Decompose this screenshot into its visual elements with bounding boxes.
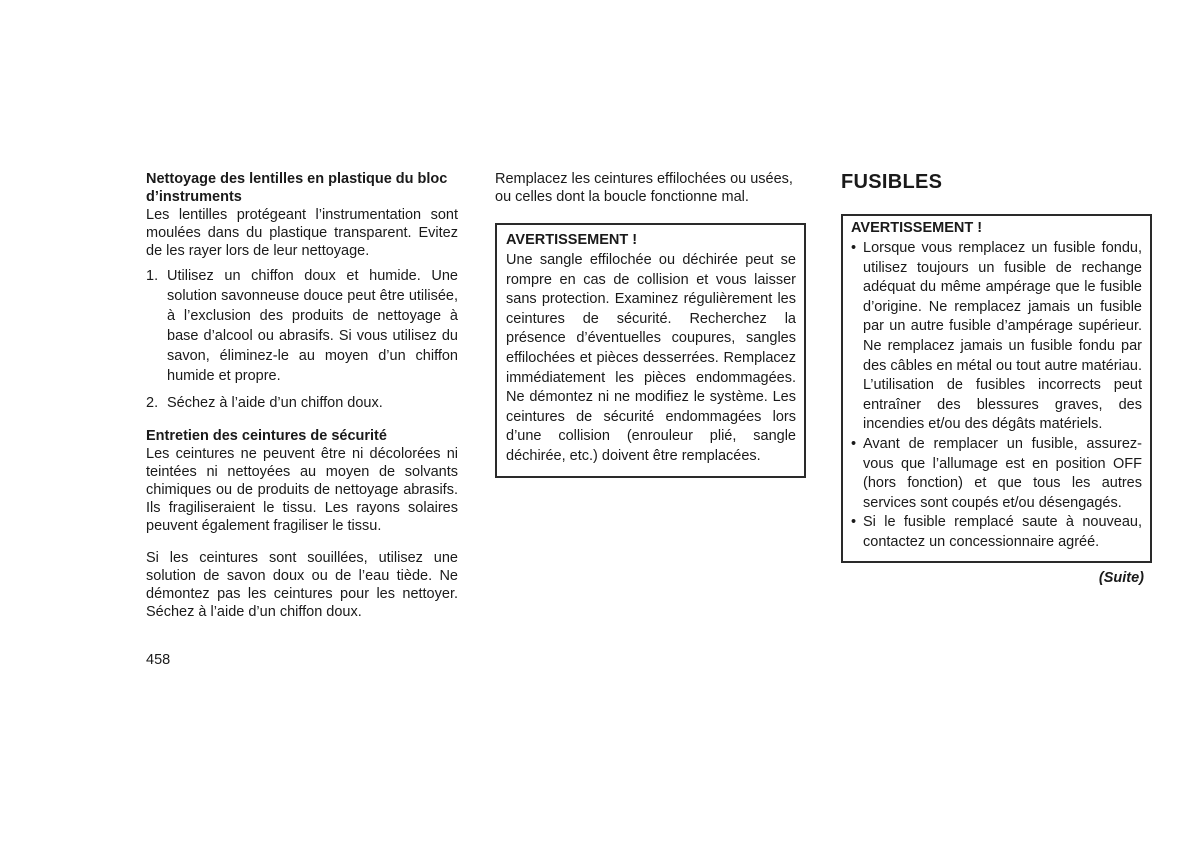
step-text: Séchez à l’aide d’un chiffon doux. <box>167 395 383 411</box>
step-number: 1. <box>146 268 159 284</box>
lens-cleaning-paragraph: Les lentilles protégeant l’instrumentation sont moulées dans du plastique transparent. Evitez de les rayer lors de leur nettoyage. <box>146 207 458 259</box>
bullet-icon: • <box>851 514 857 531</box>
seatbelt-cleaning-paragraph: Si les ceintures sont souillées, utilisez une solution de savon doux ou de l’eau tiède. Ne démontez pas les ceintures pour les nettoyer. Séchez à l’aide d’un chiffon doux. <box>146 550 458 620</box>
list-item <box>851 239 1142 435</box>
list-item <box>851 513 1142 552</box>
step-number: 2. <box>146 395 159 411</box>
continued-label: (Suite) <box>1098 569 1144 586</box>
page-number: 458 <box>146 652 171 668</box>
lens-cleaning-heading: Nettoyage des lentilles en plastique du bloc d’instruments <box>146 171 448 205</box>
seatbelt-care-paragraph: Les ceintures ne peuvent être ni décolorées ni teintées ni nettoyées au moyen de solvants chimiques ou de produits de nettoyage abrasifs. Ils fragiliseraient le tissu. Les rayons solaires peuvent également fragiliser le tissu. <box>146 446 458 534</box>
left-column <box>146 170 458 621</box>
bullet-icon: • <box>851 435 857 452</box>
warning-title: AVERTISSEMENT ! <box>506 232 638 248</box>
warning-title: AVERTISSEMENT ! <box>851 220 983 236</box>
step-text: Utilisez un chiffon doux et humide. Une solution savonneuse douce peut être utilisée, à l’exclusion des produits de nettoyage à base d’alcool ou abrasifs. Si vous utilisez du savon, éliminez-le au moyen d’un chiffon humide et propre. <box>167 268 458 384</box>
list-item <box>146 393 458 413</box>
bullet-text: Avant de remplacer un fusible, assurez-vous que l’allumage est en position OFF (hors fonction) et que tous les autres services sont coupés et/ou désengagés. <box>863 435 1142 511</box>
fuse-warning-box <box>841 214 1152 563</box>
bullet-icon: • <box>851 240 857 256</box>
middle-column <box>495 170 806 478</box>
cleaning-steps-list <box>146 266 458 413</box>
bullet-text: Si le fusible remplacé saute à nouveau, contactez un concessionnaire agréé. <box>863 514 1142 550</box>
warning-text: Une sangle effilochée ou déchirée peut se rompre en cas de collision et vous laisser sans protection. Examinez régulièrement les ceintures de sécurité. Recherchez la présence d’éventuelles coupures, sangles effilochées et pièces desserrées. Remplacez immédiatement les pièces endommagées. Ne démontez ni ne modifiez le système. Les ceintures de sécurité endommagées lors d’une collision (enrouleur plié, sangle déchirée, etc.) doivent être remplacées. <box>506 252 796 464</box>
replace-belts-paragraph: Remplacez les ceintures effilochées ou usées, ou celles dont la boucle fonctionne mal. <box>495 171 793 205</box>
fuse-warning-list <box>851 239 1142 553</box>
seatbelt-care-heading: Entretien des ceintures de sécurité <box>146 428 387 444</box>
list-item <box>146 266 458 386</box>
list-item <box>851 435 1142 513</box>
fuses-title: FUSIBLES <box>841 171 943 193</box>
bullet-text: Lorsque vous remplacez un fusible fondu, utilisez toujours un fusible de rechange adéquat du même ampérage que le fusible d’origine. Ne remplacez jamais un fusible par un autre fusible d’ampérage supérieur. Ne remplacez jamais un fusible fondu par des câbles en métal ou tout autre matériau. L’utilisation de fusibles incorrects peut entraîner des blessures graves, des incendies et/ou des dégâts matériels. <box>863 240 1142 433</box>
right-column <box>841 170 1152 587</box>
seatbelt-warning-box <box>495 223 806 478</box>
